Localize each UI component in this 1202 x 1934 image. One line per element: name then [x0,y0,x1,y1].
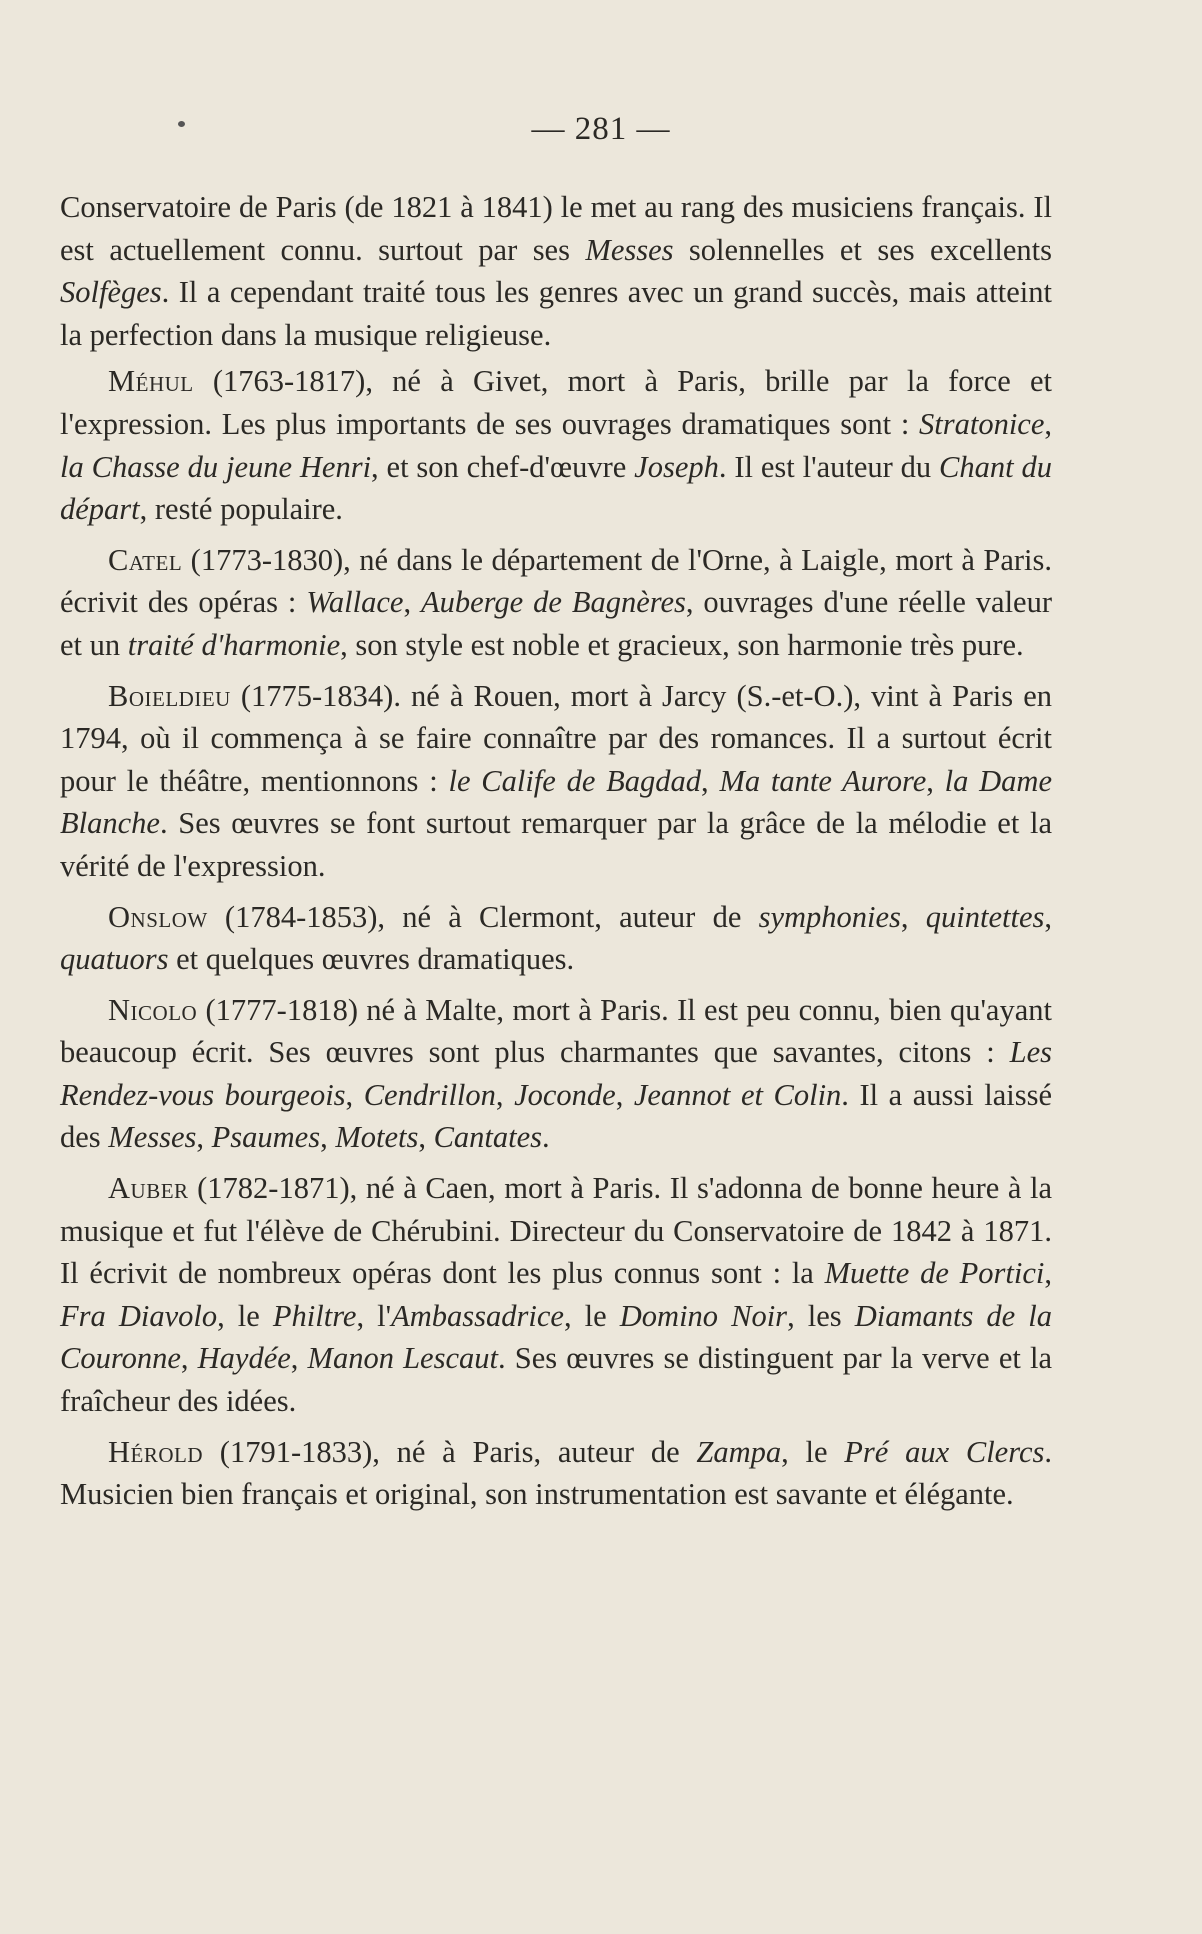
work-title: Zampa [696,1434,782,1469]
work-title: Manon Lescaut [307,1341,498,1376]
work-title: Muette de Portici [824,1256,1045,1291]
entry-herold: Hérold (1791-1833), né à Paris, auteur de Zampa, le Pré aux Clercs. Musicien bien français et original, son instrumentation est savante et élégante. [60,1434,1052,1512]
composer-name: Hérold [108,1434,204,1469]
page-number: — 281 — [531,111,671,147]
work-title: quintettes [925,899,1045,934]
work-title: le Calife de Bagdad [448,763,702,798]
work-title: Psaumes [211,1120,321,1155]
work-title: Haydée [197,1341,291,1376]
work-title: quatuors [60,942,169,977]
composer-name: Boieldieu [108,678,231,713]
work-title: symphonies [758,899,901,934]
work-title: Domino Noir [619,1298,788,1333]
work-title: Jeannot et Colin [633,1077,842,1112]
work-title: Auberge de Bagnères [421,585,686,620]
work-title: Ma tante Aurore [719,763,927,798]
work-title: Chant du départ [60,449,1052,527]
work-title: Cendrillon [363,1077,496,1112]
work-title: Ambassadrice [391,1298,564,1333]
work-title: Cantates [433,1120,543,1155]
composer-name: Nicolo [108,992,198,1027]
work-title: Messes [108,1120,197,1155]
work-title: Fra Diavolo [60,1298,218,1333]
work-title: Les Rendez-vous bourgeois [60,1035,1052,1112]
work-title: traité d'harmonie [127,627,341,662]
work-title: Diamants de la Couronne [60,1298,1052,1376]
composer-name: Méhul [108,364,194,399]
work-title: Joconde [514,1077,616,1112]
entry-boieldieu: Boieldieu (1775-1834). né à Rouen, mort à Jarcy (S.-et-O.), vint à Paris en 1794, où il commença à se faire connaître par des romances. Il a surtout écrit pour le théâtre, mentionnons : le Calife de Bagdad, Ma tante Aurore, la Dame Blanche. Ses œuvres se font surtout remarquer par la grâce de la mélodie et la vérité de l'expression. [60,678,1052,883]
entry-auber: Auber (1782-1871), né à Caen, mort à Paris. Il s'adonna de bonne heure à la musique et fut l'élève de Chérubini. Directeur du Conservatoire de 1842 à 1871. Il écrivit de nombreux opéras dont les plus connus sont : la Muette de Portici, Fra Diavolo, le Philtre, l'Ambassadrice, le Domino Noir, les Diamants de la Couronne, Haydée, Manon Lescaut. Ses œuvres se distinguent par la verve et la fraîcheur des idées. [60,1171,1052,1419]
work-title: la Dame Blanche [60,763,1052,841]
entry-onslow: Onslow (1784-1853), né à Clermont, auteur de symphonies, quintettes, quatuors et quelques œuvres dramatiques. [60,899,1053,977]
work-title: Motets [335,1120,419,1155]
work-title: Pré aux Clercs [844,1434,1045,1469]
work-title: Philtre [272,1298,357,1333]
entry-catel: Catel (1773-1830), né dans le département de l'Orne, à Laigle, mort à Paris. écrivit des opéras : Wallace, Auberge de Bagnères, ouvrages d'une réelle valeur et un traité d'harmonie, son style est noble et gracieux, son harmonie très pure. [60,542,1052,662]
work-title: Messes [585,232,674,267]
body-text [60,186,1052,1516]
composer-name: Onslow [108,899,208,934]
work-title: Solfèges [60,275,162,310]
paragraph-conservatoire: Conservatoire de Paris (de 1821 à 1841) le met au rang des musiciens français. Il est actuellement connu. surtout par ses Messes solennelles et ses excellents Solfèges. Il a cependant traité tous les genres avec un grand succès, mais atteint la perfection dans la musique religieuse. [60,190,1052,352]
work-title: Wallace [306,585,404,620]
composer-name: Auber [108,1171,189,1206]
entry-mehul: Méhul (1763-1817), né à Givet, mort à Paris, brille par la force et l'expression. Les plus importants de ses ouvrages dramatiques sont : Stratonice, la Chasse du jeune Henri, et son chef-d'œuvre Joseph. Il est l'auteur du Chant du départ, resté populaire. [60,364,1052,527]
entry-nicolo: Nicolo (1777-1818) né à Malte, mort à Paris. Il est peu connu, bien qu'ayant beaucoup écrit. Ses œuvres sont plus charmantes que savantes, citons : Les Rendez-vous bourgeois, Cendrillon, Joconde, Jeannot et Colin. Il a aussi laissé des Messes, Psaumes, Motets, Cantates. [60,992,1053,1155]
work-title: Stratonice [919,406,1045,441]
work-title: la Chasse du jeune Henri [60,449,372,484]
work-title: Joseph [634,449,719,484]
composer-name: Catel [108,542,183,577]
